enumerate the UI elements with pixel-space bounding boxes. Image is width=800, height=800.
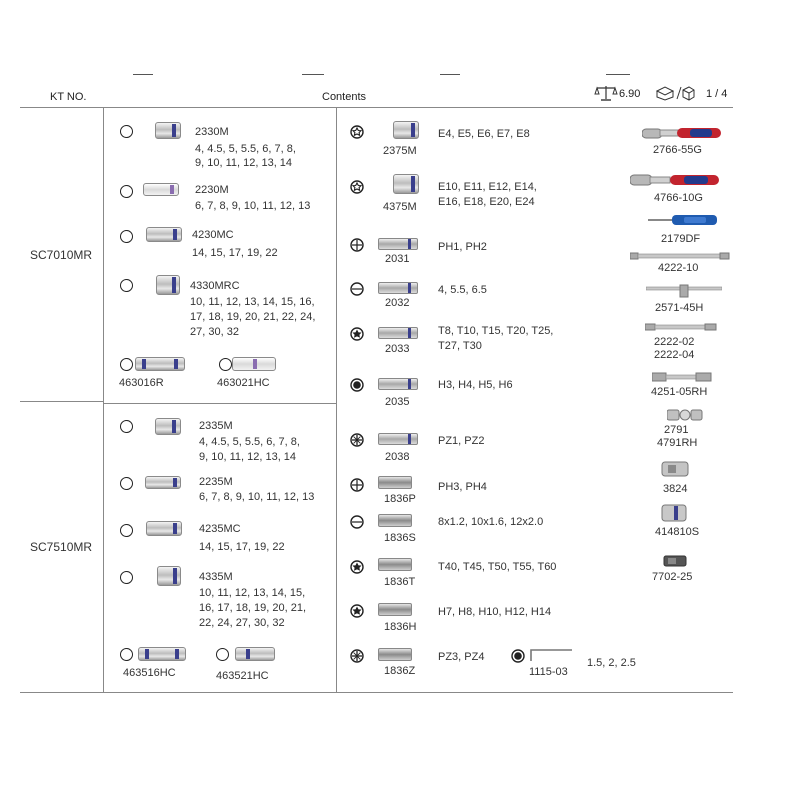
hex-icon — [350, 378, 364, 392]
checkbox-circle[interactable] — [120, 185, 133, 198]
bit-holder-image — [662, 554, 690, 568]
socket-image — [393, 121, 419, 139]
item-code: 4230MC — [192, 229, 234, 241]
pozidriv-icon — [350, 433, 364, 447]
item-code: 4791RH — [657, 437, 698, 449]
item-code: 2031 — [385, 253, 410, 265]
item-code: 463516HC — [123, 667, 176, 679]
torx-icon — [350, 560, 364, 574]
slotted-icon — [350, 515, 364, 529]
item-sizes: 6, 7, 8, 9, 10, 11, 12, 13 — [199, 491, 315, 503]
torx-socket-icon — [350, 125, 364, 139]
bit-socket-image — [378, 282, 418, 294]
socket-image — [143, 183, 179, 196]
checkbox-circle[interactable] — [120, 358, 133, 371]
extension-bar-image — [645, 322, 717, 332]
item-code: 2222-02 — [654, 336, 695, 348]
item-sizes: 22, 24, 27, 30, 32 — [199, 617, 285, 629]
item-sizes: 17, 18, 19, 20, 21, 22, 24, — [190, 311, 316, 323]
item-code: 2035 — [385, 396, 410, 408]
item-sizes: 9, 10, 11, 12, 13, 14 — [195, 157, 293, 169]
item-code: 4375M — [383, 201, 417, 213]
item-sizes: H3, H4, H5, H6 — [438, 379, 513, 391]
item-sizes: 14, 15, 17, 19, 22 — [199, 541, 285, 553]
item-sizes: H7, H8, H10, H12, H14 — [438, 606, 552, 618]
item-code: 4766-10G — [654, 192, 703, 204]
tbar-image — [646, 282, 722, 298]
item-code: 2330M — [195, 126, 229, 138]
weight-value: 6.90 — [619, 88, 641, 100]
item-code: 1836Z — [384, 665, 416, 677]
footer-divider — [20, 692, 733, 693]
set-divider — [20, 401, 103, 402]
item-sizes: 10, 11, 12, 13, 14, 15, 16, — [190, 296, 315, 308]
ratchet-image — [630, 172, 720, 188]
item-code: 3824 — [663, 483, 688, 495]
header-tick — [302, 74, 324, 75]
item-sizes: 10, 11, 12, 13, 14, 15, — [199, 587, 306, 599]
bit-socket-image — [378, 238, 418, 250]
socket-image — [232, 357, 276, 371]
pozidriv-icon — [350, 649, 364, 663]
item-code: 2032 — [385, 297, 410, 309]
item-sizes: 14, 15, 17, 19, 22 — [192, 247, 278, 259]
item-code: 1836T — [384, 576, 416, 588]
phillips-icon — [350, 478, 364, 492]
kt-no-heading: KT NO. — [50, 91, 87, 103]
item-code: 2766-55G — [653, 144, 702, 156]
item-code: 2375M — [383, 145, 417, 157]
item-sizes: E16, E18, E20, E24 — [438, 196, 535, 208]
item-code: 1836S — [384, 532, 416, 544]
checkbox-circle[interactable] — [120, 125, 133, 138]
socket-image — [235, 647, 275, 661]
bit-holder-image — [660, 503, 690, 523]
bit-socket-image — [378, 433, 418, 445]
item-code: 2335M — [199, 420, 233, 432]
item-sizes: 4, 4.5, 5, 5.5, 6, 7, 8, — [195, 143, 296, 155]
header-tick — [606, 74, 630, 75]
item-code: 2791 — [664, 424, 689, 436]
socket-image — [138, 647, 186, 661]
bit-socket-image — [378, 327, 418, 339]
item-code: 1836P — [384, 493, 416, 505]
bit-image — [378, 558, 412, 571]
phillips-icon — [350, 238, 364, 252]
torx-socket-icon — [350, 180, 364, 194]
item-code: 1836H — [384, 621, 417, 633]
item-code: 4251-05RH — [651, 386, 708, 398]
item-sizes: 27, 30, 32 — [190, 326, 239, 338]
item-sizes: PZ1, PZ2 — [438, 435, 485, 447]
socket-image — [145, 476, 181, 489]
item-code: 2179DF — [661, 233, 701, 245]
item-code: 2222-04 — [654, 349, 695, 361]
set-code: SC7010MR — [30, 248, 93, 262]
socket-image — [146, 227, 182, 242]
item-code: 463016R — [119, 377, 164, 389]
set-code: SC7510MR — [30, 540, 93, 554]
item-code: 2230M — [195, 184, 229, 196]
checkbox-circle[interactable] — [120, 420, 133, 433]
checkbox-circle[interactable] — [120, 571, 133, 584]
set-divider — [103, 403, 336, 404]
item-code: 2033 — [385, 343, 410, 355]
item-sizes: T8, T10, T15, T20, T25, — [438, 325, 554, 337]
socket-image — [155, 418, 181, 435]
item-code: 4222-10 — [658, 262, 699, 274]
item-sizes: 4, 5.5, 6.5 — [438, 284, 487, 296]
ratchet-image — [642, 126, 722, 140]
mid-column-border — [336, 108, 337, 692]
item-sizes: E4, E5, E6, E7, E8 — [438, 128, 530, 140]
checkbox-circle[interactable] — [120, 230, 133, 243]
item-code: 4335M — [199, 571, 233, 583]
item-sizes: PZ3, PZ4 — [438, 651, 485, 663]
item-code: 414810S — [655, 526, 700, 538]
item-code: 4235MC — [199, 523, 241, 535]
checkbox-circle[interactable] — [120, 648, 133, 661]
item-sizes: 4, 4.5, 5, 5.5, 6, 7, 8, — [199, 436, 300, 448]
item-code: 4330MRC — [190, 280, 240, 292]
socket-image — [155, 122, 181, 139]
scale-icon — [594, 84, 618, 102]
checkbox-circle[interactable] — [216, 648, 229, 661]
item-sizes: 16, 17, 18, 19, 20, 21, — [199, 602, 307, 614]
item-sizes: E10, E11, E12, E14, — [438, 181, 537, 193]
pack-value: 1 / 4 — [706, 88, 728, 100]
socket-image — [156, 275, 180, 295]
header-tick — [440, 74, 460, 75]
socket-image — [135, 357, 185, 371]
universal-joint-image — [667, 407, 703, 423]
header-divider — [20, 107, 733, 108]
item-code: 2571-45H — [655, 302, 704, 314]
item-sizes: PH3, PH4 — [438, 481, 487, 493]
item-code: 1115-03 — [529, 666, 568, 678]
item-code: 463521HC — [216, 670, 269, 682]
checkbox-circle[interactable] — [120, 477, 133, 490]
adaptor-image — [660, 460, 690, 478]
bit-image — [378, 648, 412, 661]
item-sizes: 9, 10, 11, 12, 13, 14 — [199, 451, 297, 463]
torx-icon — [350, 327, 364, 341]
item-sizes: 6, 7, 8, 9, 10, 11, 12, 13 — [195, 200, 311, 212]
socket-image — [157, 566, 181, 586]
screwdriver-image — [648, 214, 718, 226]
item-sizes: T27, T30 — [438, 340, 482, 352]
socket-image — [146, 521, 182, 536]
hex-key-image — [528, 647, 574, 663]
bit-image — [378, 603, 412, 616]
checkbox-circle[interactable] — [120, 524, 133, 537]
item-code: 2235M — [199, 476, 233, 488]
extension-bar-image — [652, 371, 712, 383]
extension-bar-image — [630, 252, 730, 260]
checkbox-circle[interactable] — [219, 358, 232, 371]
bit-image — [378, 476, 412, 489]
slotted-icon — [350, 282, 364, 296]
item-code: 463021HC — [217, 377, 270, 389]
item-code: 2038 — [385, 451, 410, 463]
left-column-border — [103, 108, 104, 692]
checkbox-circle[interactable] — [120, 279, 133, 292]
header-tick — [133, 74, 153, 75]
hex-icon — [511, 649, 525, 663]
item-sizes: PH1, PH2 — [438, 241, 487, 253]
item-sizes: T40, T45, T50, T55, T60 — [438, 561, 557, 573]
item-sizes: 1.5, 2, 2.5 — [587, 657, 636, 669]
item-code: 7702-25 — [652, 571, 693, 583]
item-sizes: 8x1.2, 10x1.6, 12x2.0 — [438, 516, 544, 528]
torx-icon — [350, 604, 364, 618]
socket-image — [393, 174, 419, 194]
bit-image — [378, 514, 412, 527]
contents-heading: Contents — [322, 91, 367, 103]
box-icon — [655, 85, 695, 101]
bit-socket-image — [378, 378, 418, 390]
